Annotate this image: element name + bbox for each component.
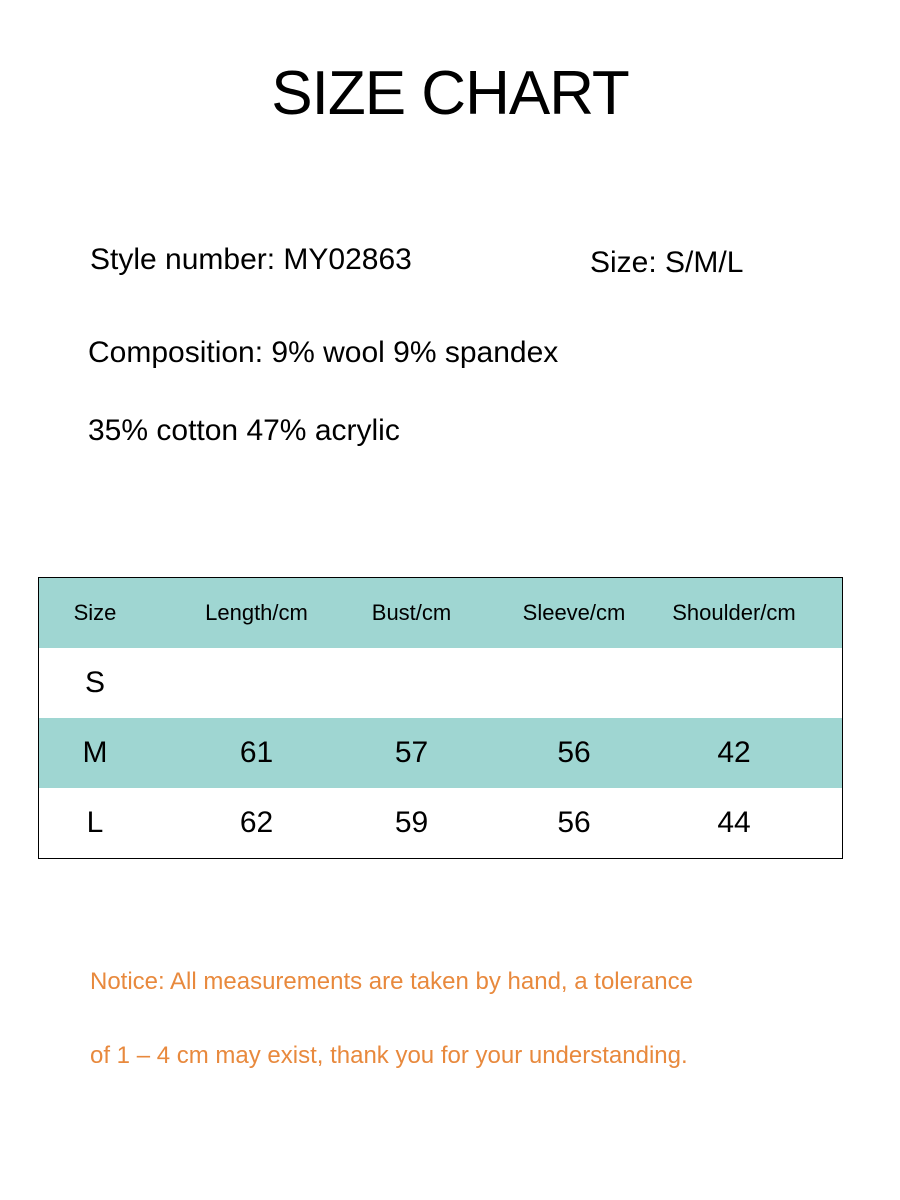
table-row [39,648,842,718]
notice-line-2: of 1 – 4 cm may exist, thank you for your understanding. [90,1042,688,1069]
size-range-text: Size: S/M/L [590,246,744,279]
size-table [38,577,843,859]
size-cell: M [82,736,108,769]
length-cell: 62 [239,806,274,839]
bust-cell: 59 [394,806,429,839]
header-size: Size [73,600,117,625]
table-row [39,718,842,788]
header-bust: Bust/cm [371,600,452,625]
composition-line-2: 35% cotton 47% acrylic [88,414,400,447]
bust-cell [344,648,479,718]
header-length: Length/cm [205,600,308,625]
length-cell: 61 [239,736,274,769]
size-cell: L [86,806,104,839]
table-row [39,788,842,858]
style-number-text: Style number: MY02863 [90,243,412,276]
table-header-row [39,578,842,648]
header-sleeve: Sleeve/cm [522,600,626,625]
sleeve-cell: 56 [557,806,591,839]
shoulder-cell: 42 [717,736,751,769]
size-cell: S [84,666,105,699]
sleeve-cell: 56 [557,736,591,769]
length-cell [179,648,334,718]
composition-line-1: Composition: 9% wool 9% spandex [88,336,559,369]
bust-cell: 57 [394,736,429,769]
shoulder-cell [654,648,814,718]
page-title: SIZE CHART [271,59,629,128]
header-shoulder: Shoulder/cm [672,600,796,625]
sleeve-cell [494,648,654,718]
shoulder-cell: 44 [717,806,751,839]
notice-line-1: Notice: All measurements are taken by hand, a tolerance [90,968,693,995]
